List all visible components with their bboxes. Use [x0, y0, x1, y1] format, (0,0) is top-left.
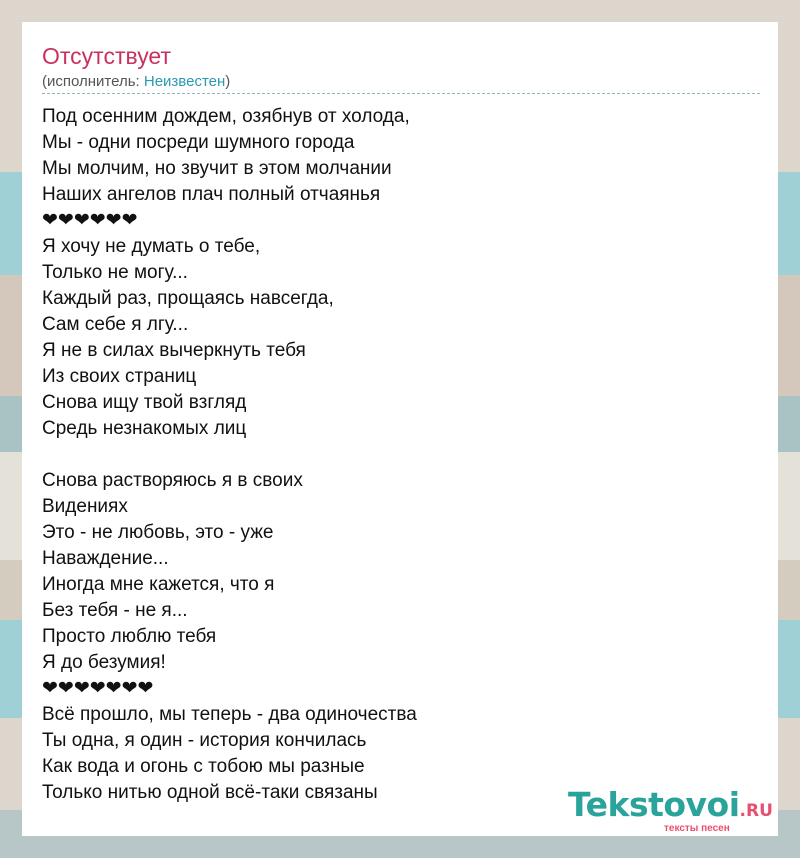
site-logo[interactable]: [568, 787, 778, 835]
lyric-line: Сам себе я лгу...: [42, 314, 189, 335]
lyric-line: Ты одна, я один - история кончилась: [42, 730, 367, 751]
artist-line: [42, 73, 760, 94]
lyric-blank-line: [42, 442, 417, 468]
lyric-line: Под осенним дождем, озябнув от холода,: [42, 106, 410, 127]
artist-suffix: ): [225, 73, 231, 90]
lyric-line: Иногда мне кажется, что я: [42, 574, 275, 595]
lyric-line: Всё прошло, мы теперь - два одиночества: [42, 704, 417, 725]
lyric-line: Видениях: [42, 496, 128, 517]
lyric-line: Это - не любовь, это - уже: [42, 522, 274, 543]
lyric-line: Каждый раз, прощаясь навсегда,: [42, 288, 334, 309]
lyric-line: Только нитью одной всё-таки связаны: [42, 782, 378, 803]
lyric-line: Средь незнакомых лиц: [42, 418, 247, 439]
lyric-line: Снова растворяюсь я в своих: [42, 470, 303, 491]
logo-tagline: тексты песен: [664, 823, 730, 834]
lyric-line: Из своих страниц: [42, 366, 197, 387]
lyric-line: Я хочу не думать о тебе,: [42, 236, 261, 257]
lyric-line: Я до безумия!: [42, 652, 166, 673]
lyric-line: Наваждение...: [42, 548, 169, 569]
lyric-line: Наших ангелов плач полный отчаянья: [42, 184, 381, 205]
lyrics-card: [22, 22, 778, 836]
song-title: Отсутствует: [42, 43, 171, 69]
lyric-line: ❤❤❤❤❤❤❤: [42, 678, 154, 699]
logo-main-text: Tekstovoi: [568, 785, 740, 824]
lyric-line: Просто люблю тебя: [42, 626, 217, 647]
lyric-line: Без тебя - не я...: [42, 600, 188, 621]
lyric-line: ❤❤❤❤❤❤: [42, 210, 138, 231]
lyric-line: Только не могу...: [42, 262, 188, 283]
lyric-line: Мы молчим, но звучит в этом молчании: [42, 158, 392, 179]
lyrics-body: [42, 104, 417, 806]
lyric-line: Мы - одни посреди шумного города: [42, 132, 355, 153]
lyric-line: Как вода и огонь с тобою мы разные: [42, 756, 365, 777]
artist-prefix: (исполнитель:: [42, 73, 144, 90]
artist-link[interactable]: Неизвестен: [143, 73, 226, 90]
logo-tld: .RU: [739, 801, 773, 821]
lyric-line: Снова ищу твой взгляд: [42, 392, 247, 413]
lyric-line: Я не в силах вычеркнуть тебя: [42, 340, 306, 361]
